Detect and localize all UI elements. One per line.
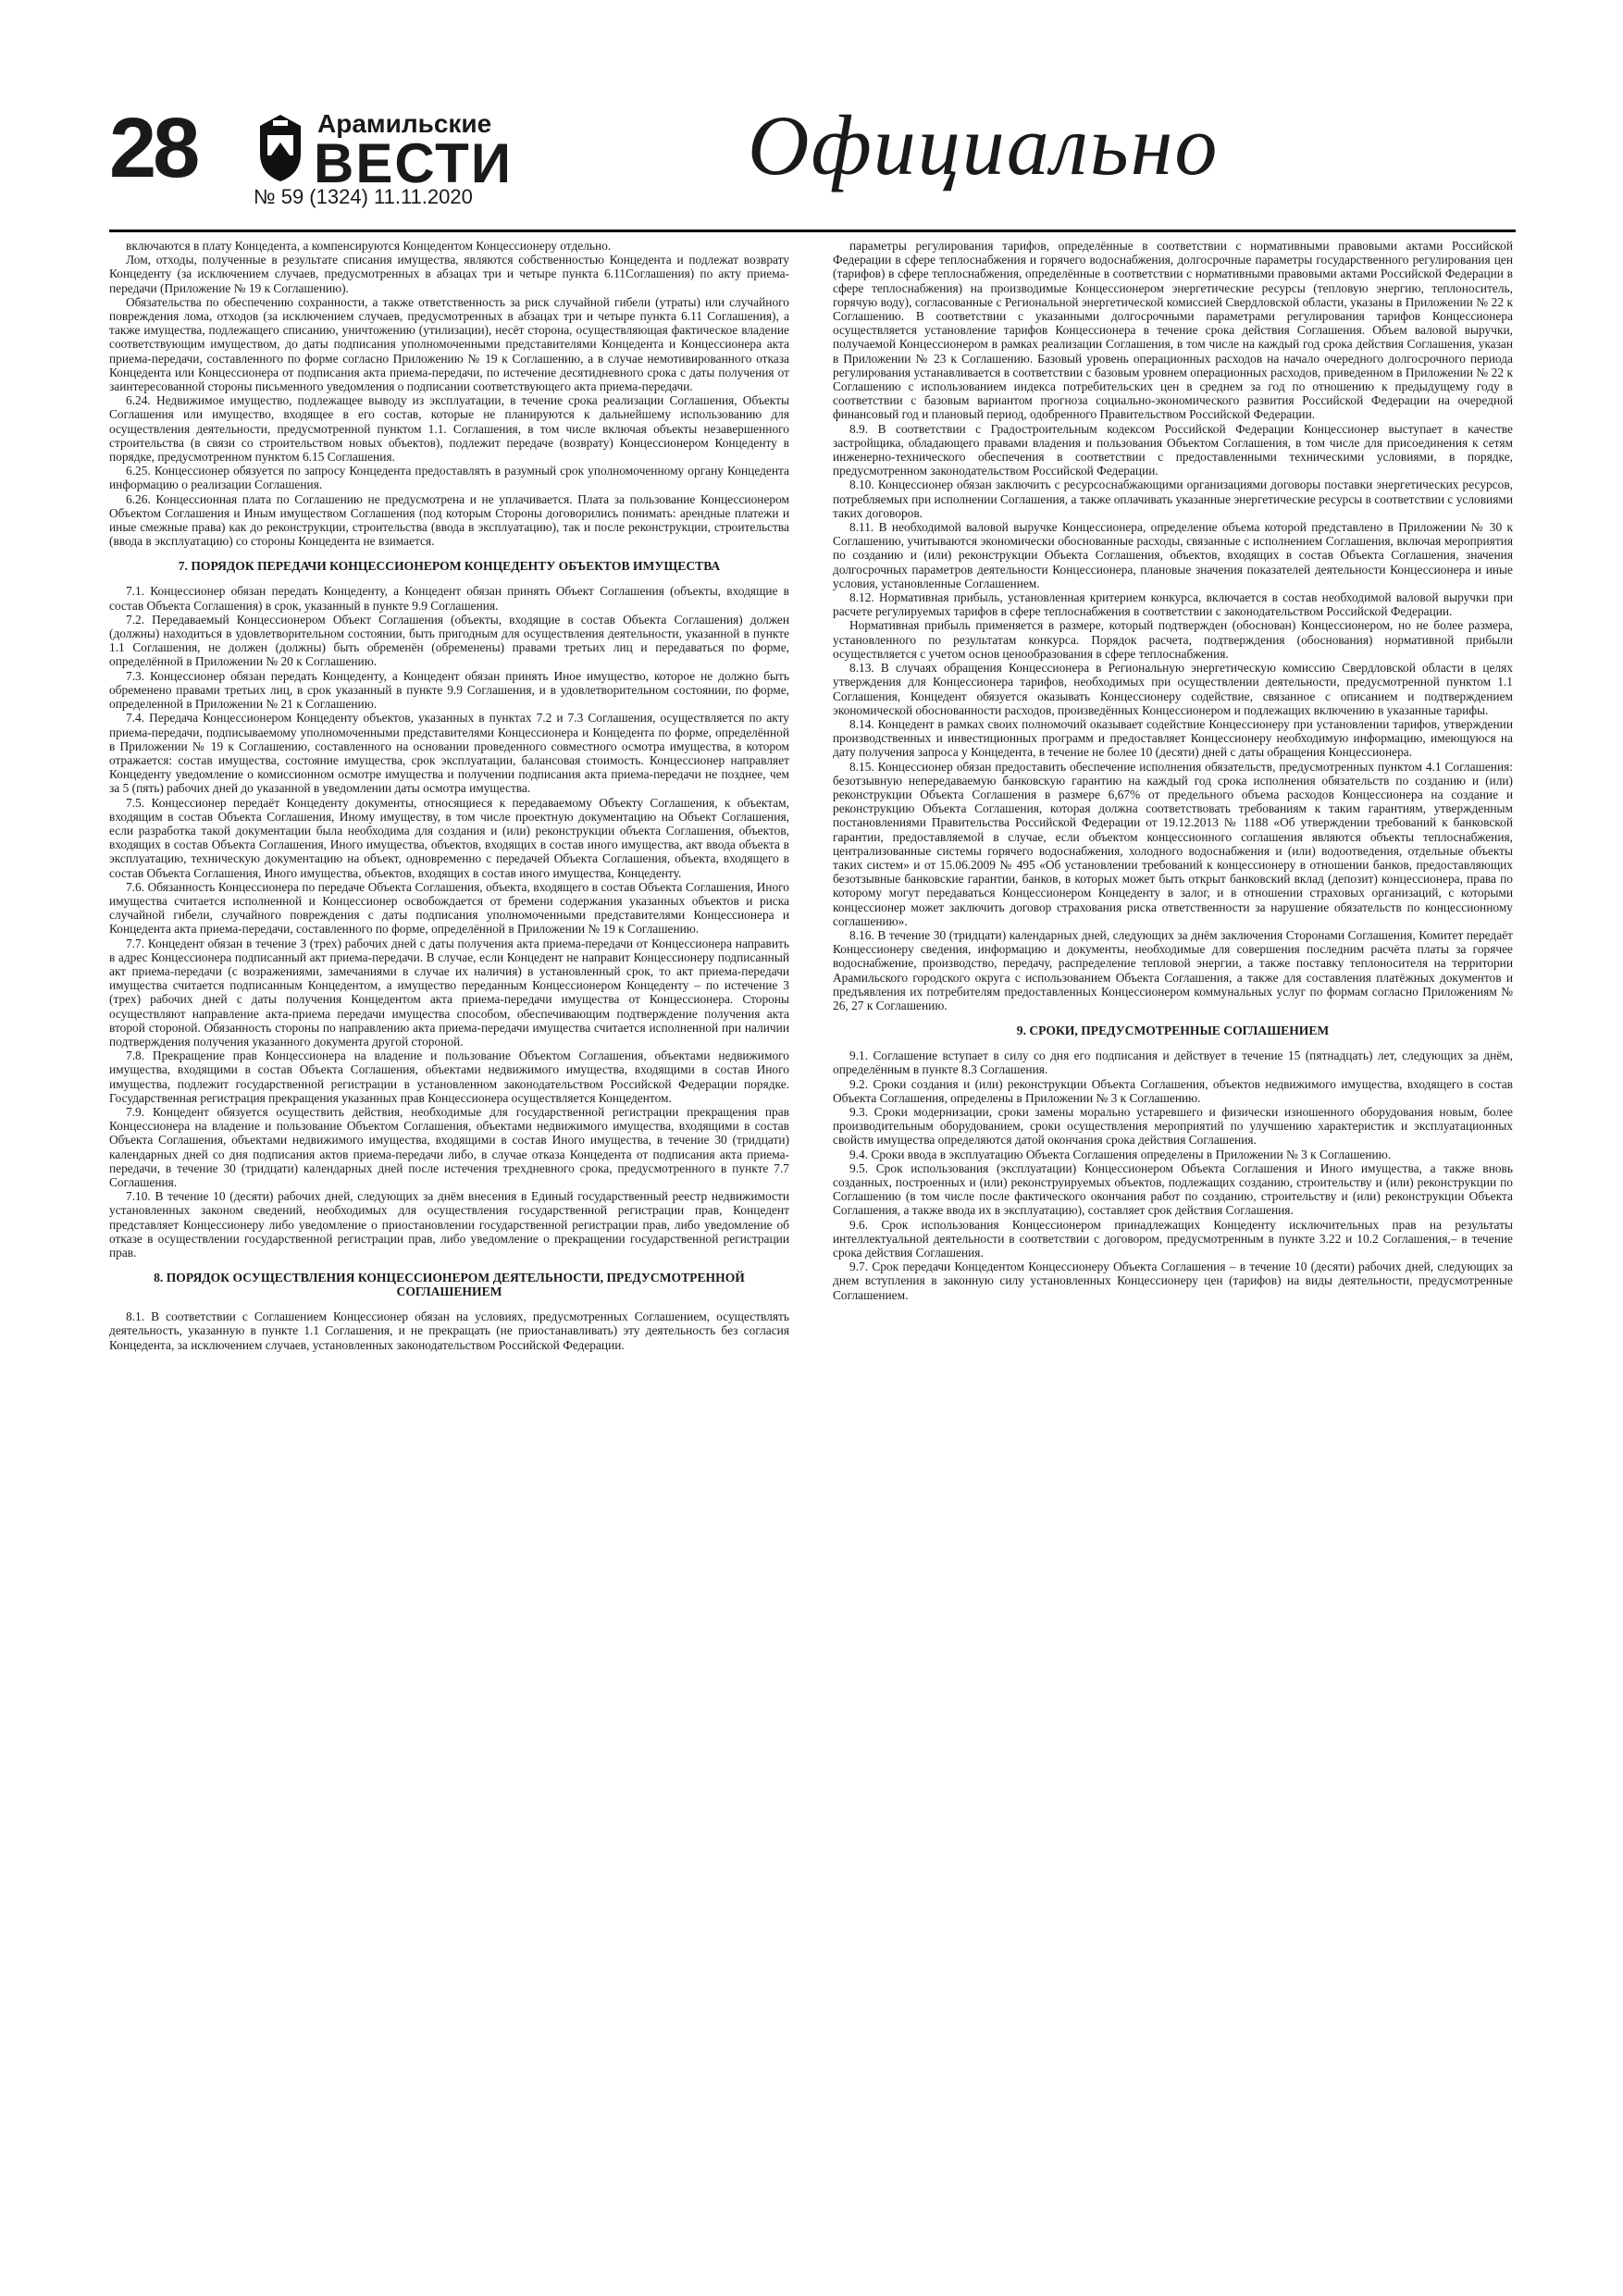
paragraph: 8.14. Концедент в рамках своих полномочий оказывает содействие Концессионеру при установлении тарифов, утверждении производственных и инвестиционных программ и предоставляет Концессионеру необходимую информацию, имеющуюся на дату получения запроса у Концедента, в течение не более 10 (десяти) дней с даты обращения Концессионера.: [833, 716, 1513, 760]
issue-info: № 59 (1324) 11.11.2020: [254, 185, 473, 208]
paragraph: 9.5. Срок использования (эксплуатации) Концессионером Объекта Соглашения и Иного имущества, а также вновь созданных, построенных и (или) реконструируемых объектов, подлежащих созданию, строительству и (или) реконструкции по Соглашению (в том числе после фактического окончания работ по созданию, строительству и (или) реконструкции Объекта Соглашения, а также ввода их в эксплуатацию), составляет срок действия Соглашения.: [833, 1160, 1513, 1218]
paragraph: 8.15. Концессионер обязан предоставить обеспечение исполнения обязательств, предусмотренных пунктом 4.1 Соглашения: безотзывную непередаваемую банковскую гарантию на каждый год срока исполнения обязательств по созданию и (или) реконструкции Объекта Соглашения в размере 6,67% от предельного объема расходов Концессионера на создание и реконструкцию Объекта Соглашения, которая должна соответствовать требованиям к таким гарантиям, утвержденным постановлениями Правительства Российской Федерации от 19.12.2013 № 1188 «Об утверждении требований к банковской гарантии, предоставляемой в случае, если объектом концессионного соглашения являются объекты теплоснабжения, централизованные системы горячего водоснабжения, холодного водоснабжения и (или) водоотведения, отдельные объекты таких систем» и от 15.06.2009 № 495 «Об установлении требований к концессионеру в отношении банков, предоставляющих безотзывные банковские гарантии, банков, в которых может быть открыт банковский вклад (депозит) концессионера, права по которому могут передаваться Концессионером Концеденту в залог, и в отношении страховых организаций, с которыми концессионер может заключить договор страхования риска ответственности за нарушение обязательств по концессионному соглашению».: [833, 759, 1513, 928]
paragraph: 7.1. Концессионер обязан передать Концеденту, а Концедент обязан принять Объект Соглашения (объекты, входящие в состав Объекта Соглашения) в срок, указанный в пункте 9.9 Соглашения.: [109, 584, 789, 613]
paragraph: 9.2. Сроки создания и (или) реконструкции Объекта Соглашения, объектов недвижимого имущества, входящего в состав Объекта Соглашения, определены в Приложении № 3 к Соглашению.: [833, 1076, 1513, 1105]
paragraph: 9.6. Срок использования Концессионером принадлежащих Концеденту исключительных прав на результаты интеллектуальной деятельности в соответствии с договором, предусмотренным в пункте 3.22 и 10.2 Соглашения,– в течение срока действия Соглашения.: [833, 1217, 1513, 1260]
paragraph: 7.3. Концессионер обязан передать Концеденту, а Концедент обязан принять Иное имущество, которое не должно быть обременено правами третьих лиц, в срок указанный в пункте 9.9 Соглашения, и в удовлетворительном состоянии, по форме, определенной в Приложении № 21 к Соглашению.: [109, 668, 789, 712]
coat-of-arms-icon: [253, 113, 308, 183]
paragraph: 8.11. В необходимой валовой выручке Концессионера, определение объема которой представлено в Приложении № 30 к Соглашению, учитываются экономически обоснованные расходы, связанные с исполнением Соглашения, включая мероприятия по созданию и (или) реконструкции Объекта Соглашения, объектов, входящих в состав Объекта Соглашения, значения долгосрочных параметров деятельности Концессионера, плановые значения показателей деятельности Концессионера и иные условия, установленные Соглашением.: [833, 520, 1513, 590]
section-heading: 9. СРОКИ, ПРЕДУСМОТРЕННЫЕ СОГЛАШЕНИЕМ: [1016, 1024, 1330, 1038]
paragraph: 7.5. Концессионер передаёт Концеденту документы, относящиеся к передаваемому Объекту Соглашения, к объектам, входящим в состав Объекта Соглашения, Иному имуществу, в том числе проектную документацию на Объект Соглашения, если разработка такой документации была необходима для создания и (или) реконструкции объекта Соглашения, объектов, входящих в состав Объекта Соглашения, Иного имущества, объектов, входящих в состав иного имущества, акт ввода объекта в эксплуатацию, техническую документацию на объект, одновременно с передачей Объекта Соглашения, объекта, входящего в состав Объекта Соглашения, Иного имущества, объектов, входящих в состав иного имущества, Концеденту.: [109, 795, 789, 880]
paragraph: 8.12. Нормативная прибыль, установленная критерием конкурса, включается в состав необходимой валовой выручки при расчете регулируемых тарифов в сфере теплоснабжения в соответствии с законодательством Российской Федерации.: [833, 590, 1513, 619]
paragraph: параметры регулирования тарифов, определённые в соответствии с нормативными правовыми актами Российской Федерации в сфере теплоснабжения и горячего водоснабжения, долгосрочные параметры государственного регулирования цен (тарифов) в сфере теплоснабжения, определённые в соответствии с нормативными правовыми актами Российской Федерации в сфере теплоснабжения) на производимые Концессионером энергетические ресурсы (тепловую энергию, теплоноситель, горячую воду), согласованные с Региональной энергетической комиссией Свердловской области, указаны в Приложении № 22 к Соглашению. В соответствии с указанными долгосрочными параметрами регулирования тарифов Концессионера осуществляется установление тарифов Концессионера в течение срока действия Соглашения. Объем валовой выручки, получаемой Концессионером в рамках реализации Соглашения, в том числе на каждый год срока действия Соглашения, указан в Приложении № 23 к Соглашению. Базовый уровень операционных расходов на начало очередного долгосрочного периода регулирования устанавливается в соответствии с базовым уровнем операционных расходов, приведенном в Приложении № 22 к Соглашению с использованием индекса потребительских цен в среднем за год по отношению к предыдущему году в соответствии с базовым вариантом прогноза социально-экономического развития Российской Федерации на очередной финансовый год и плановый период, одобренного Правительством Российской Федерации.: [833, 239, 1513, 422]
masthead: [109, 96, 1516, 235]
section-heading: 8. ПОРЯДОК ОСУЩЕСТВЛЕНИЯ КОНЦЕССИОНЕРОМ ДЕЯТЕЛЬНОСТИ, ПРЕДУСМОТРЕННОЙ СОГЛАШЕНИЕМ: [154, 1271, 745, 1299]
paragraph: Обязательства по обеспечению сохранности, а также ответственность за риск случайной гибели (утраты) или случайного повреждения лома, отходов (за исключением случаев, предусмотренных в абзацах три и четыре пункта 6.11 Соглашения), а также имущества, подлежащего списанию, уничтожению (утилизации), несёт сторона, осуществляющая фактическое владение соответствующим имуществом, до даты подписания уполномоченными представителями Концедента и Концессионера акта приема-передачи, составленного по форме согласно Приложению № 19 к Соглашению, а в случае немотивированного отказа Концедента или Концессионера от подписания акта приема-передачи, по истечение десятидневного срока с даты получения от заинтересованной стороны письменного уведомления о подписании соответствующего акта приема-передачи.: [109, 294, 789, 394]
paragraph: 9.1. Соглашение вступает в силу со дня его подписания и действует в течение 15 (пятнадцать) лет, следующих за днём, определённым в пункте 8.3 Соглашения.: [833, 1049, 1513, 1077]
paragraph: 8.9. В соответствии с Градостроительным кодексом Российской Федерации Концессионер выступает в качестве застройщика, обладающего правами владения и пользования Объектом Соглашения, в том числе для присоединения к сетям инженерно-технического обеспечения в соответствии с предоставленными техническими условиями, в порядке, предусмотренном законодательством Российской Федерации.: [833, 421, 1513, 478]
brand-small: Арамильские: [317, 109, 492, 138]
paragraph: 7.10. В течение 10 (десяти) рабочих дней, следующих за днём внесения в Единый государственный реестр недвижимости установленных законом сведений, необходимых для осуществления государственной регистрации прав, Концедент представляет Концессионеру либо уведомление о приостановлении государственной регистрации прав, либо уведомление об отказе в осуществлении государственной регистрации прав, либо уведомление о прекращении государственной регистрации прав.: [109, 1189, 789, 1260]
right-column: [833, 239, 1513, 1302]
paragraph: Лом, отходы, полученные в результате списания имущества, являются собственностью Концедента и подлежат возврату Концеденту (за исключением случаев, предусмотренных в абзацах три и четыре пункта 6.11Соглашения) по акту приема-передачи (Приложение № 19 к Соглашению).: [109, 253, 789, 295]
paragraph: 8.1. В соответствии с Соглашением Концессионер обязан на условиях, предусмотренных Соглашением, осуществлять деятельность, указанную в пункте 1.1 Соглашения, и не прекращать (не приостанавливать) эту деятельность без согласия Концедента, за исключением случаев, установленных законодательством Российской Федерации.: [109, 1309, 789, 1352]
paragraph: 8.16. В течение 30 (тридцати) календарных дней, следующих за днём заключения Сторонами Соглашения, Комитет передаёт Концессионеру сведения, информацию и документы, необходимые для совершения последним расчёта платы за горячее водоснабжение, производство, передачу, распределение тепловой энергии, а также поставку теплоносителя на территории Арамильского городского округа с использованием Объекта Соглашения, а также для составления платёжных документов и предъявления их потребителям предоставленных Концессионером коммунальных услуг по формам согласно Приложениям № 26, 27 к Соглашению.: [833, 927, 1513, 1012]
paragraph: 9.3. Сроки модернизации, сроки замены морально устаревшего и физически изношенного оборудования новым, более производительным оборудованием, сроки осуществления мероприятий по улучшению характеристик и эксплуатационных свойств имущества определяются датой окончания срока действия Соглашения.: [833, 1104, 1513, 1148]
paragraph: 6.24. Недвижимое имущество, подлежащее выводу из эксплуатации, в течение срока реализации Соглашения, Объекты Соглашения или имущество, входящее в его состав, которые не планируются к дальнейшему использованию для осуществления деятельности, предусмотренной пунктом 1.1. Соглашения, в том числе включая объекты незавершенного строительства (в связи со строительством новых объектов), подлежит передаче (возврату) Концессионером Концеденту в порядке, предусмотренном пунктом 6.15 Соглашения.: [109, 393, 789, 465]
paragraph: 7.8. Прекращение прав Концессионера на владение и пользование Объектом Соглашения, объектами недвижимого имущества, входящими в состав Объекта Соглашения, объектами недвижимого имущества, входящими в состав Иного имущества, подлежит государственной регистрации в установленном законодательством Российской Федерации порядке. Государственная регистрация прекращения указанных прав Концессионера осуществляется Концедентом.: [109, 1049, 789, 1105]
paragraph: 8.10. Концессионер обязан заключить с ресурсоснабжающими организациями договоры поставки энергетических ресурсов, потребляемых при исполнении Соглашения, а также оплачивать указанные энергетические ресурсы в соответствии с условиями таких договоров.: [833, 478, 1513, 520]
paragraph: Нормативная прибыль применяется в размере, который подтвержден (обоснован) Концессионером, но не более размера, установленного по результатам конкурса. Порядок расчета, подтверждения (обоснования) нормативной прибыли осуществляется с учетом основ ценообразования в сфере теплоснабжения.: [833, 618, 1513, 661]
section-title: Официально: [748, 98, 1220, 192]
paragraph: 9.4. Сроки ввода в эксплуатацию Объекта Соглашения определены в Приложении № 3 к Соглашению.: [849, 1147, 1392, 1161]
paragraph: 7.2. Передаваемый Концессионером Объект Соглашения (объекты, входящие в состав Объекта Соглашения) должен (должны) находиться в удовлетворительном состоянии, быть пригодным для осуществления деятельности, указанной в пункте 1.1 Соглашения, не должен (должны) быть обременён (обременены) правами третьих лиц и передаваться по форме, определённой в Приложении № 20 к Соглашению.: [109, 612, 789, 669]
paragraph: 6.26. Концессионная плата по Соглашению не предусмотрена и не уплачивается. Плата за пользование Концессионером Объектом Соглашения и Иным имуществом Соглашения (под которым Стороны договорились понимать: арендные платежи и иные смежные права) как до реконструкции, строительства (ввода в эксплуатацию), так и после реконструкции, строительства (ввода в эксплуатацию) со стороны Концедента не взимается.: [109, 491, 789, 549]
page-number: 28: [109, 101, 197, 195]
paragraph: 7.7. Концедент обязан в течение 3 (трех) рабочих дней с даты получения акта приема-передачи от Концессионера направить в адрес Концессионера подписанный акт приема-передачи. В случае, если Концедент не направит Концессионеру подписанный акт приема-передачи (с возражениями, замечаниями в случае их наличия) в установленный срок, то акт приема-передачи имущества считается подписанным Концедентом, а имущество переданным Концессионером Концеденту – по истечение 3 (трех) рабочих дней с даты получения Концедентом акта приема-передачи имущества от Концессионера. Стороны осуществляют направление акта-приема передачи имущества способом, обеспечивающим подтверждение получения акта второй стороной. Обязанность стороны по направлению акта приема-передачи имущества считается исполненной при наличии подтверждения получения указанного документа другой стороной.: [109, 936, 789, 1049]
paragraph: 9.7. Срок передачи Концедентом Концессионеру Объекта Соглашения – в течение 10 (десяти) рабочих дней, следующих за днем вступления в законную силу установленных Концессионеру цен (тарифов) на виды деятельности, предусмотренные Соглашением.: [833, 1260, 1513, 1302]
section-heading: 7. ПОРЯДОК ПЕРЕДАЧИ КОНЦЕССИОНЕРОМ КОНЦЕДЕНТУ ОБЪЕКТОВ ИМУЩЕСТВА: [178, 559, 721, 574]
header-divider: [109, 230, 1516, 232]
paragraph: 7.9. Концедент обязуется осуществить действия, необходимые для государственной регистрации прекращения прав Концессионера на владение и пользование Объектом Соглашения, объектами недвижимого имущества, входящими в состав Объекта Соглашения, объектами недвижимого имущества, входящими в состав Иного имущества, в течение 30 (тридцати) календарных дней со дня подписания актов приема-передачи либо, в случае отказа Концедента от подписания акта приема-передачи, в течение 30 (тридцати) календарных дней после истечения трехдневного срока, предусмотренного в пункте 7.7 Соглашения.: [109, 1104, 789, 1189]
paragraph: 7.6. Обязанность Концессионера по передаче Объекта Соглашения, объекта, входящего в состав Объекта Соглашения, Иного имущества считается исполненной и Концессионер освобождается от бремени содержания указанных объектов и риска случайной гибели, случайного повреждения с даты подписания уполномоченными представителями Концессионера и Концедента акта приема-передачи, составленного по форме, определённой в Приложении № 19 к Соглашению.: [109, 879, 789, 937]
paragraph: 6.25. Концессионер обязуется по запросу Концедента предоставлять в разумный срок уполномоченному органу Концедента информацию о реализации Соглашения.: [109, 464, 789, 492]
paragraph: 8.13. В случаях обращения Концессионера в Региональную энергетическую комиссию Свердловской области в целях утверждения для Концессионера тарифов, необходимых при осуществлении деятельности, предусмотренной пунктом 1.1 Соглашения, Концедент обязуется оказывать Концессионеру содействие, связанное с описанием и подтверждением экономической обоснованности расходов, произведённых Концессионером и подлежащих включению в указанные тарифы.: [833, 661, 1513, 717]
paragraph: 7.4. Передача Концессионером Концеденту объектов, указанных в пунктах 7.2 и 7.3 Соглашения, осуществляется по акту приема-передачи, подписываемому уполномоченными представителями Концессионера и Концедента по форме, определённой в Приложении № 19 к Соглашению, составленного на основании проведенного совместного осмотра имущества, в котором отражается: состав имущества, состояние имущества, срок эксплуатации, балансовая стоимость. Концессионер направляет Концеденту уведомление о комиссионном осмотре имущества и получении подписания акта приема-передачи не позднее, чем за 5 (пять) рабочих дней до указанной в уведомлении даты осмотра имущества.: [109, 711, 789, 796]
left-column: [109, 239, 789, 1352]
paragraph: включаются в плату Концедента, а компенсируются Концедентом Концессионеру отдельно.: [126, 239, 612, 253]
brand-big: ВЕСТИ: [314, 132, 513, 194]
